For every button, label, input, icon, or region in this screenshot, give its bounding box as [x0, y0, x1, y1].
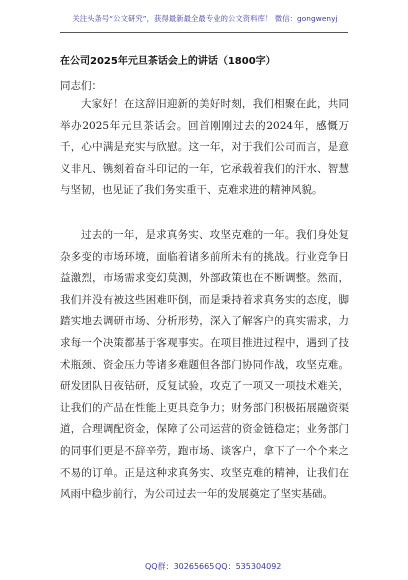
qq-group-link[interactable]: QQ群：30265665: [145, 562, 215, 571]
qq-contact-link[interactable]: QQ：535304092: [215, 562, 282, 571]
header-banner: 关注头条号“公文研究”，获得最新最全最专业的公文资料库！ 微信：gongwenyj: [72, 14, 338, 23]
document-title: 在公司2025年元旦茶话会上的讲话（1800字）: [60, 56, 276, 67]
paragraph-2: 过去的一年，是求真务实、攻坚克难的一年。我们身处复杂多变的市场环境，面临着诸多前所未有的挑战。行业竞争日益激烈，市场需求变幻莫测，外部政策也在不断调整。然而，我们并没有被这些困难吓倒，而是秉持着求真务实的态度，脚踏实地去调研市场、分析形势，深入了解客户的真实需求，力求每一个决策都基于客观事实。在项目推进过程中，遇到了技术瓶颈、资金压力等诸多难题但各部门协同作战，攻坚克难。研发团队日夜钻研，反复试验，攻克了一项又一项技术难关，让我们的产品在性能上更具竞争力；财务部门积极拓展融资渠道，合理调配资金，保障了公司运营的资金链稳定；业务部门的同事们更是不辞辛劳，跑市场、谈客户，拿下了一个个来之不易的订单。正是这种求真务实、攻坚克难的精神，让我们在风雨中稳步前行，为公司过去一年的发展奠定了坚实基础。: [60, 229, 349, 501]
salutation: 同志们：: [60, 80, 102, 92]
paragraph-1: 大家好！在这辞旧迎新的美好时刻，我们相聚在此，共同举办2025年元旦茶话会。回首刚刚过去的2024年，感慨万千，心中满是充实与欣慰。这一年，对于我们公司而言，是意义非凡、镌刻着奋斗印记的一年，它承载着我们的汗水、智慧与坚韧，也见证了我们务实重干、克难求进的精神风貌。: [60, 98, 349, 197]
header-divider: [60, 32, 348, 33]
